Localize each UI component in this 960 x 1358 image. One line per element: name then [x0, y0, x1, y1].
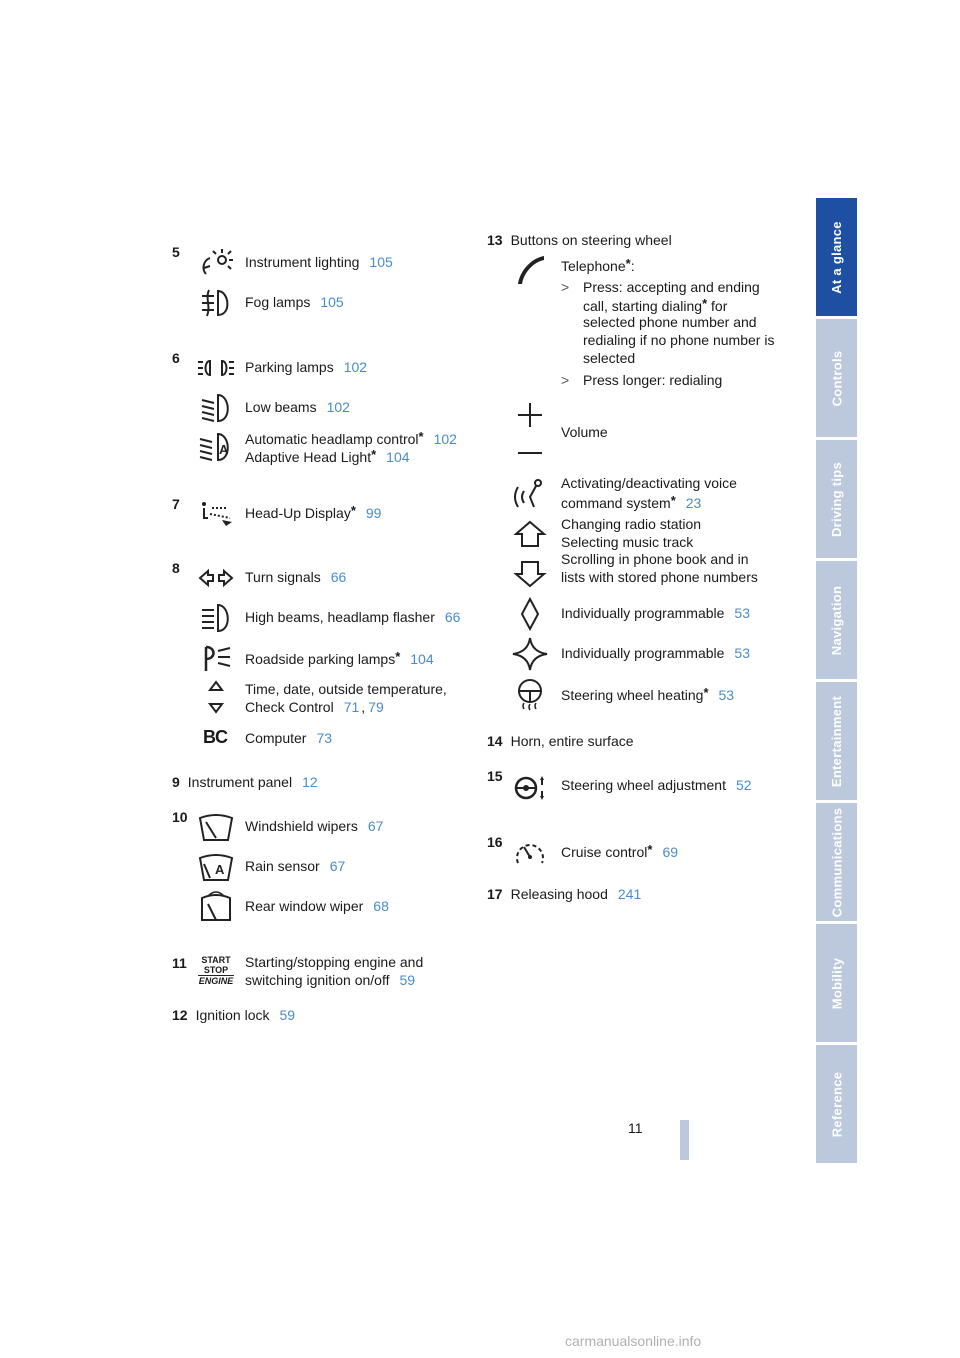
music-track-entry: Selecting music track [561, 534, 694, 550]
page-link[interactable]: 102 [433, 431, 457, 447]
rear-window-wiper-entry: Rear window wiper 68 [245, 898, 389, 914]
section-tabs [816, 198, 857, 1166]
voice-command-icon [510, 477, 550, 511]
automatic-headlamp-icon [196, 430, 236, 464]
page-link[interactable]: 102 [326, 399, 350, 415]
diamond-icon [510, 597, 550, 631]
radio-station-entry: Changing radio station [561, 516, 702, 532]
high-beam-icon [196, 601, 236, 635]
tab-navigation[interactable] [816, 561, 857, 679]
page-link[interactable]: 66 [444, 609, 461, 625]
adaptive-head-light-entry: Adaptive Head Light* 104 [245, 447, 410, 465]
section-number: 6 [172, 350, 180, 366]
plus-icon [510, 398, 550, 432]
minus-icon [510, 436, 550, 470]
fog-lamp-icon [196, 286, 236, 320]
telephone-entry: Telephone*: [561, 256, 635, 274]
page-link[interactable]: 23 [685, 495, 702, 511]
tab-label: Navigation [829, 585, 844, 655]
volume-entry: Volume [561, 424, 608, 440]
page-link[interactable]: 68 [373, 898, 389, 914]
section-number: 16 [487, 834, 503, 850]
tab-label: Driving tips [829, 461, 845, 537]
tab-label: Controls [829, 350, 844, 406]
telephone-icon [510, 252, 550, 286]
turn-signal-icon [196, 561, 236, 595]
tab-label: At a glance [829, 220, 844, 294]
parking-lamps-entry: Parking lamps 102 [245, 359, 368, 375]
tab-label: Reference [829, 1071, 845, 1137]
voice-command-entry: Activating/deactivating voice [561, 475, 737, 491]
fog-lamps-entry: Fog lamps 105 [245, 294, 344, 310]
page-marker-bar [680, 1120, 689, 1160]
tab-label: Entertainment [829, 695, 844, 787]
releasing-hood-entry: 17 Releasing hood 241 [487, 886, 642, 902]
tab-reference[interactable] [816, 1045, 857, 1163]
horn-entry: 14 Horn, entire surface [487, 733, 634, 749]
press-longer-entry: > Press longer: redialing [561, 372, 723, 388]
ignition-switch-entry: switching ignition on/off 59 [245, 972, 416, 988]
start-stop-engine-icon: START STOP ENGINE [198, 955, 234, 986]
tab-driving-tips[interactable] [816, 440, 857, 558]
svg-text:A: A [219, 442, 229, 457]
time-date-entry: Time, date, outside temperature, [245, 681, 447, 697]
rain-sensor-icon [196, 850, 236, 884]
head-up-display-icon [196, 496, 236, 530]
page-link[interactable]: 59 [399, 972, 416, 988]
page-link[interactable]: 53 [734, 645, 750, 661]
ignition-lock-entry: 12 Ignition lock 59 [172, 1007, 296, 1023]
page-link[interactable]: 241 [617, 886, 642, 902]
page-link[interactable]: 79 [368, 699, 384, 715]
page-link[interactable]: 102 [343, 359, 368, 375]
page-link[interactable]: 105 [320, 294, 344, 310]
tab-mobility[interactable] [816, 924, 857, 1042]
steering-wheel-adjustment-entry: Steering wheel adjustment 52 [561, 777, 752, 793]
page-link[interactable]: 105 [369, 254, 393, 270]
press-entry: > Press: accepting and ending [561, 279, 760, 295]
page-link[interactable]: 12 [302, 774, 318, 790]
head-up-display-entry: Head-Up Display* 99 [245, 503, 382, 521]
cruise-control-entry: Cruise control* 69 [561, 842, 679, 860]
steering-wheel-heating-entry: Steering wheel heating* 53 [561, 685, 735, 703]
instrument-lighting-icon [196, 246, 236, 280]
section-number: 7 [172, 496, 180, 512]
section-number: 15 [487, 768, 503, 784]
page-link[interactable]: 73 [316, 730, 333, 746]
press-entry-line: redialing if no phone number is [583, 332, 775, 348]
phone-book-entry-line: lists with stored phone numbers [561, 569, 758, 585]
cruise-control-icon [510, 835, 550, 869]
roadside-parking-entry: Roadside parking lamps* 104 [245, 649, 434, 667]
windshield-wipers-entry: Windshield wipers 67 [245, 818, 384, 834]
programmable-2-entry: Individually programmable 53 [561, 645, 750, 661]
section-number: 10 [172, 809, 188, 825]
start-stop-entry: Starting/stopping engine and [245, 954, 424, 970]
check-control-entry: Check Control 71 , 79 [245, 699, 384, 715]
tab-at-a-glance[interactable] [816, 198, 857, 316]
page-link[interactable]: 67 [367, 818, 384, 834]
svg-text:A: A [215, 862, 225, 877]
arrow-down-icon [510, 556, 550, 590]
computer-entry: Computer 73 [245, 730, 333, 746]
automatic-headlamp-entry: Automatic headlamp control* 102 [245, 429, 457, 447]
instrument-lighting-entry: Instrument lighting 105 [245, 254, 393, 270]
press-entry-line: selected phone number and [583, 314, 757, 330]
parking-lamp-icon [196, 351, 236, 385]
tab-label: Mobility [829, 957, 845, 1009]
steering-wheel-adjustment-icon [510, 770, 550, 804]
page-link[interactable]: 71 [343, 699, 360, 715]
section-number: 11 [172, 955, 187, 971]
tab-label: Communications [829, 807, 844, 917]
bc-icon: BC [203, 727, 227, 747]
page-link[interactable]: 59 [279, 1007, 296, 1023]
page-link[interactable]: 99 [365, 505, 382, 521]
up-down-arrows-icon [196, 680, 236, 714]
programmable-1-entry: Individually programmable 53 [561, 605, 750, 621]
star-button-icon [510, 637, 550, 671]
steering-buttons-heading: 13 Buttons on steering wheel [487, 232, 672, 248]
voice-command-entry-line: command system* 23 [561, 493, 702, 511]
tab-controls[interactable] [816, 319, 857, 437]
footer-watermark: carmanualsonline.info [565, 1333, 702, 1349]
page-link[interactable]: 53 [718, 687, 735, 703]
press-entry-line: call, starting dialing* for [583, 296, 728, 314]
page-link[interactable]: 66 [330, 569, 347, 585]
steering-wheel-heating-icon [510, 677, 550, 711]
page-link[interactable]: 67 [329, 858, 346, 874]
page-link[interactable]: 104 [410, 651, 434, 667]
section-number: 8 [172, 560, 180, 576]
windshield-wiper-icon [196, 810, 236, 844]
low-beam-icon [196, 391, 236, 425]
low-beams-entry: Low beams 102 [245, 399, 350, 415]
tab-entertainment[interactable] [816, 682, 857, 800]
arrow-up-icon [510, 518, 550, 552]
page-link[interactable]: 69 [662, 844, 679, 860]
phone-book-entry: Scrolling in phone book and in [561, 551, 749, 567]
page-link[interactable]: 104 [386, 449, 410, 465]
page-number: 11 [628, 1120, 643, 1136]
turn-signals-entry: Turn signals 66 [245, 569, 347, 585]
page-link[interactable]: 53 [734, 605, 750, 621]
press-entry-line: selected [583, 350, 636, 366]
roadside-parking-lamp-icon [196, 641, 236, 675]
section-number: 5 [172, 244, 180, 260]
rain-sensor-entry: Rain sensor 67 [245, 858, 346, 874]
instrument-panel-entry: 9 Instrument panel 12 [172, 774, 318, 790]
page-link[interactable]: 52 [736, 777, 752, 793]
tab-communications[interactable] [816, 803, 857, 921]
rear-window-wiper-icon [196, 890, 236, 924]
high-beams-entry: High beams, headlamp flasher 66 [245, 609, 461, 625]
